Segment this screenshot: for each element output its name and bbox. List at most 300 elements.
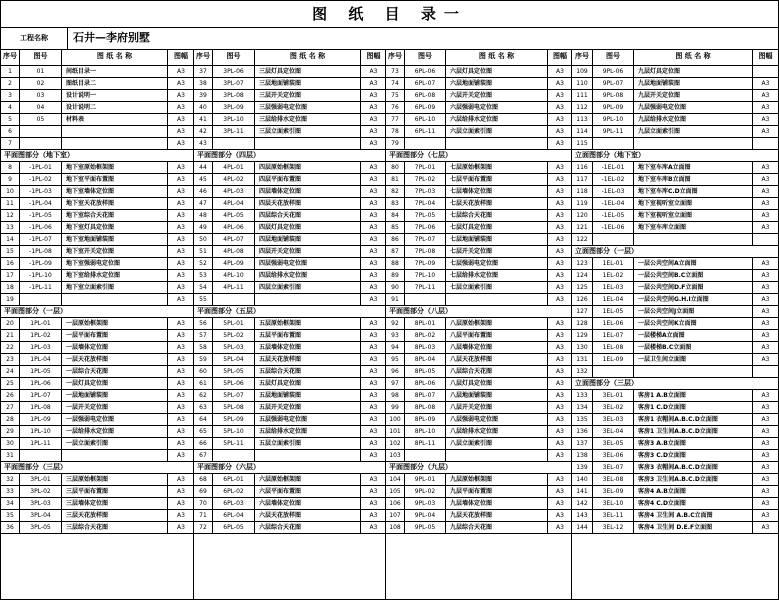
paper-size: A3 [369, 68, 378, 75]
row-number: 118 [572, 186, 593, 197]
drawing-code: 1PL-04 [20, 354, 62, 365]
drawing-name: 四层开关定位图 [255, 246, 361, 257]
drawing-code [20, 450, 62, 461]
table-row [572, 402, 778, 414]
row-number: 18 [1, 282, 20, 293]
table-row [1, 402, 194, 414]
paper-size: A3 [556, 272, 564, 279]
row-number: 109 [572, 66, 593, 77]
table-row [1, 258, 194, 270]
row-number: 34 [1, 498, 20, 509]
drawing-code: 1PL-02 [20, 330, 62, 341]
header-no: 序号 [1, 49, 20, 65]
drawing-name: 四层强弱电定位图 [255, 258, 361, 269]
paper-size: A3 [177, 392, 185, 399]
row-number: 70 [194, 498, 213, 509]
section-heading: 立面图部分（三层） [572, 378, 778, 390]
paper-size: A3 [761, 440, 770, 447]
drawing-code: -1PL-06 [20, 222, 62, 233]
drawing-name: 地下室原始框架图 [62, 162, 168, 173]
table-row [1, 222, 194, 234]
drawing-name: 一层给排水定位图 [62, 426, 168, 437]
paper-size: A3 [556, 368, 564, 375]
drawing-code: 3EL-09 [593, 486, 634, 497]
paper-size: A3 [556, 296, 564, 303]
row-number: 37 [194, 66, 213, 77]
drawing-code: 1PL-09 [20, 414, 62, 425]
paper-size: A3 [369, 80, 378, 87]
paper-size: A3 [369, 320, 378, 327]
table-row [572, 354, 778, 366]
drawing-code: 01 [20, 66, 62, 77]
row-number: 12 [1, 210, 20, 221]
paper-size: A3 [177, 296, 185, 303]
drawing-name: 八层综合天花图 [446, 366, 548, 377]
drawing-name: 客房4 A.B立面图 [634, 486, 753, 497]
row-number: 61 [194, 378, 213, 389]
drawing-name: 一层楼梯B.C立面图 [634, 342, 753, 353]
drawing-name: 七层强弱电定位图 [446, 258, 548, 269]
drawing-name: 地下室立面索引图 [62, 282, 168, 293]
drawing-code: 6PL-10 [405, 114, 446, 125]
paper-size: A3 [556, 488, 564, 495]
drawing-code: 1PL-10 [20, 426, 62, 437]
project-row [1, 27, 778, 50]
paper-size: A3 [369, 188, 378, 195]
drawing-code: -1PL-11 [20, 282, 62, 293]
drawing-code: 1EL-04 [593, 294, 634, 305]
paper-size: A3 [761, 452, 770, 459]
row-number: 136 [572, 426, 593, 437]
drawing-code: -1EL-04 [593, 198, 634, 209]
paper-size: A3 [556, 164, 564, 171]
row-number: 135 [572, 414, 593, 425]
drawing-name: 一层公共空间A立面图 [634, 258, 753, 269]
drawing-code: -1PL-04 [20, 198, 62, 209]
table-row [386, 126, 572, 138]
section-heading: 平面图部分（六层） [194, 462, 386, 474]
row-number: 4 [1, 102, 20, 113]
paper-size: A3 [761, 500, 770, 507]
row-number: 27 [1, 402, 20, 413]
drawing-name [62, 450, 168, 461]
table-row [572, 90, 778, 102]
paper-size [753, 138, 778, 149]
table-row [1, 486, 194, 498]
drawing-name: 六层立面索引图 [446, 126, 548, 137]
drawing-name: 三层天花放样图 [62, 510, 168, 521]
row-number: 50 [194, 234, 213, 245]
drawing-code: 4PL-11 [213, 282, 255, 293]
drawing-name: 六层地面铺装图 [446, 78, 548, 89]
row-number: 43 [194, 138, 213, 149]
drawing-code: 9PL-05 [405, 522, 446, 533]
drawing-code: -1PL-01 [20, 162, 62, 173]
drawing-name: 九层墙体定位图 [446, 498, 548, 509]
paper-size: A3 [556, 440, 564, 447]
paper-size: A3 [761, 344, 770, 351]
drawing-name: 客房1 卫生间A.B.C.D立面图 [634, 426, 753, 437]
row-number: 30 [1, 438, 20, 449]
drawing-name: 四层原始框架图 [255, 162, 361, 173]
drawing-name: 九层综合天花图 [446, 522, 548, 533]
drawing-code: 5PL-04 [213, 354, 255, 365]
drawing-name: 三层灯具定位图 [255, 66, 361, 77]
paper-size: A3 [369, 284, 378, 291]
table-row [572, 66, 778, 78]
row-number: 23 [1, 354, 20, 365]
table-row [386, 210, 572, 222]
row-number: 22 [1, 342, 20, 353]
drawing-name: 一层墙体定位图 [62, 342, 168, 353]
drawing-name: 八层地面铺装图 [446, 390, 548, 401]
drawing-name: 七层给排水定位图 [446, 270, 548, 281]
header-name: 图 纸 名 称 [634, 49, 753, 65]
paper-size: A3 [177, 284, 185, 291]
paper-size: A3 [761, 92, 770, 99]
section-heading: 平面图部分（四层） [194, 150, 386, 162]
drawing-name: 六层强弱电定位图 [446, 102, 548, 113]
paper-size: A3 [761, 404, 770, 411]
drawing-name: 地下室视听室立面图 [634, 210, 753, 221]
drawing-code: 3PL-11 [213, 126, 255, 137]
drawing-code: 9PL-01 [405, 474, 446, 485]
table-row [1, 66, 194, 78]
drawing-name: 五层墙体定位图 [255, 342, 361, 353]
header-size: 图幅 [758, 52, 773, 60]
paper-size: A3 [761, 116, 770, 123]
header-size: 图幅 [174, 52, 188, 60]
table-row [194, 78, 386, 90]
table-row [572, 462, 778, 474]
drawing-name: 地下室车库B立面图 [634, 174, 753, 185]
drawing-code: 3EL-11 [593, 510, 634, 521]
drawing-code [405, 294, 446, 305]
drawing-code: 3EL-10 [593, 498, 634, 509]
table-row [386, 282, 572, 294]
drawing-name: 地下室墙体定位图 [62, 186, 168, 197]
row-number: 14 [1, 234, 20, 245]
row-number: 36 [1, 522, 20, 533]
table-row [386, 390, 572, 402]
paper-size: A3 [556, 524, 564, 531]
drawing-name: 地下室平面布置图 [62, 174, 168, 185]
row-number: 137 [572, 438, 593, 449]
drawing-code: 1EL-07 [593, 330, 634, 341]
drawing-code: 8PL-08 [405, 402, 446, 413]
row-number: 112 [572, 102, 593, 113]
drawing-name: 六层开关定位图 [446, 90, 548, 101]
drawing-name: 五层地面铺装图 [255, 390, 361, 401]
drawing-name: 一层公共空间K立面图 [634, 318, 753, 329]
drawing-name: 客房1 C.D立面图 [634, 402, 753, 413]
drawing-name [446, 138, 548, 149]
drawing-code: -1PL-08 [20, 246, 62, 257]
drawing-name: 五层天花放样图 [255, 354, 361, 365]
paper-size: A3 [369, 92, 378, 99]
drawing-code: 9PL-11 [593, 126, 634, 137]
paper-size: A3 [761, 428, 770, 435]
row-number: 44 [194, 162, 213, 173]
drawing-name: 九层平面布置图 [446, 486, 548, 497]
drawing-code: 5PL-10 [213, 426, 255, 437]
drawing-code: 8PL-07 [405, 390, 446, 401]
drawing-code: 6PL-01 [213, 474, 255, 485]
drawing-name [62, 126, 168, 137]
paper-size: A3 [369, 212, 378, 219]
table-row [194, 402, 386, 414]
drawing-name: 七层墙体定位图 [446, 186, 548, 197]
row-number: 71 [194, 510, 213, 521]
drawing-code: 8PL-02 [405, 330, 446, 341]
table-row [386, 438, 572, 450]
paper-size: A3 [761, 416, 770, 423]
drawing-name: 一层公共空间D.F立面图 [634, 282, 753, 293]
drawing-name [255, 294, 361, 305]
paper-size: A3 [556, 332, 564, 339]
drawing-name: 八层开关定位图 [446, 402, 548, 413]
drawing-code: 7PL-11 [405, 282, 446, 293]
drawing-name: 八层平面布置图 [446, 330, 548, 341]
table-row [572, 162, 778, 174]
paper-size: A3 [177, 380, 185, 387]
column-header [194, 49, 386, 66]
paper-size: A3 [556, 404, 564, 411]
table-row [194, 510, 386, 522]
paper-size: A3 [177, 140, 185, 147]
paper-size: A3 [177, 92, 185, 99]
table-row [386, 258, 572, 270]
section-heading: 平面图部分（八层） [386, 306, 572, 318]
drawing-code [20, 138, 62, 149]
row-number: 123 [572, 258, 593, 269]
paper-size: A3 [761, 332, 770, 339]
table-row [1, 330, 194, 342]
project-label: 工程名称 [1, 27, 68, 49]
table-row [572, 114, 778, 126]
paper-size: A3 [177, 356, 185, 363]
row-number: 33 [1, 486, 20, 497]
column-header [386, 49, 572, 66]
table-row [386, 66, 572, 78]
table-row [194, 258, 386, 270]
paper-size: A3 [556, 176, 564, 183]
drawing-code: 6PL-04 [213, 510, 255, 521]
row-number: 2 [1, 78, 20, 89]
table-row [194, 138, 386, 150]
row-number: 94 [386, 342, 405, 353]
paper-size: A3 [556, 248, 564, 255]
paper-size [753, 66, 778, 77]
table-row [1, 246, 194, 258]
row-number: 105 [386, 486, 405, 497]
table-row [1, 318, 194, 330]
row-number: 51 [194, 246, 213, 257]
drawing-name: 设计说明二 [62, 102, 168, 113]
row-number: 100 [386, 414, 405, 425]
drawing-code: 04 [20, 102, 62, 113]
row-number: 42 [194, 126, 213, 137]
paper-size: A3 [761, 260, 770, 267]
row-number: 124 [572, 270, 593, 281]
drawing-code: 4PL-01 [213, 162, 255, 173]
table-row [572, 426, 778, 438]
row-number: 133 [572, 390, 593, 401]
paper-size: A3 [556, 104, 564, 111]
drawing-name: 三层平面布置图 [62, 486, 168, 497]
paper-size: A3 [761, 164, 770, 171]
paper-size: A3 [556, 356, 564, 363]
table-row [572, 198, 778, 210]
drawing-code: 8PL-06 [405, 378, 446, 389]
drawing-code: 05 [20, 114, 62, 125]
table-row [386, 342, 572, 354]
drawing-name: 九层立面索引图 [634, 126, 753, 137]
drawing-name: 一层综合天花图 [62, 366, 168, 377]
table-row [386, 330, 572, 342]
row-number: 11 [1, 198, 20, 209]
drawing-name: 六层平面布置图 [255, 486, 361, 497]
drawing-name: 六层给排水定位图 [446, 114, 548, 125]
row-number: 62 [194, 390, 213, 401]
row-number: 86 [386, 234, 405, 245]
drawing-name: 地下室天花放样图 [62, 198, 168, 209]
table-row [1, 474, 194, 486]
paper-size: A3 [369, 332, 378, 339]
paper-size: A3 [761, 272, 770, 279]
drawing-code: 6PL-05 [213, 522, 255, 533]
paper-size: A3 [369, 488, 378, 495]
drawing-name [634, 366, 753, 377]
row-number: 80 [386, 162, 405, 173]
paper-size: A3 [556, 344, 564, 351]
drawing-name: 五层立面索引图 [255, 438, 361, 449]
drawing-name: 一层地面铺装图 [62, 390, 168, 401]
drawing-name: 四层墙体定位图 [255, 186, 361, 197]
table-row [194, 198, 386, 210]
paper-size: A3 [556, 212, 564, 219]
drawing-code: 9PL-04 [405, 510, 446, 521]
drawing-name: 八层给排水定位图 [446, 426, 548, 437]
drawing-name: 七层地面铺装图 [446, 234, 548, 245]
drawing-name: 九层天花放样图 [446, 510, 548, 521]
row-number: 21 [1, 330, 20, 341]
paper-size: A3 [556, 452, 564, 459]
header-name: 图 纸 名 称 [446, 49, 548, 65]
row-number: 25 [1, 378, 20, 389]
paper-size: A3 [761, 80, 770, 87]
paper-size: A3 [369, 476, 378, 483]
table-row [194, 114, 386, 126]
drawing-name: 一层卫生间立面图 [634, 354, 753, 365]
drawing-code: 6PL-11 [405, 126, 446, 137]
table-row [572, 318, 778, 330]
drawing-name: 地下室综合天花图 [62, 210, 168, 221]
drawing-name: 七层灯具定位图 [446, 222, 548, 233]
drawing-code: 5PL-07 [213, 390, 255, 401]
row-number: 141 [572, 486, 593, 497]
drawing-code: 9PL-06 [593, 66, 634, 77]
paper-size: A3 [369, 428, 378, 435]
row-number: 81 [386, 174, 405, 185]
row-number: 6 [1, 126, 20, 137]
paper-size: A3 [556, 116, 564, 123]
table-row [572, 390, 778, 402]
paper-size: A3 [761, 188, 770, 195]
paper-size: A3 [556, 284, 564, 291]
drawing-name: 三层给排水定位图 [255, 114, 361, 125]
paper-size: A3 [369, 296, 378, 303]
row-number: 82 [386, 186, 405, 197]
row-number: 32 [1, 474, 20, 485]
row-number: 24 [1, 366, 20, 377]
drawing-code [213, 294, 255, 305]
drawing-code [405, 138, 446, 149]
table-row [1, 354, 194, 366]
row-number: 7 [1, 138, 20, 149]
paper-size: A3 [177, 428, 185, 435]
row-number: 39 [194, 90, 213, 101]
paper-size: A3 [369, 260, 378, 267]
table-row [194, 318, 386, 330]
drawing-name: 客房3 卫生间A.B.C.D立面图 [634, 474, 753, 485]
section-heading: 平面图部分（地下室） [1, 150, 194, 162]
drawing-name: 五层给排水定位图 [255, 426, 361, 437]
header-code: 图号 [20, 49, 62, 65]
paper-size: A3 [761, 176, 770, 183]
paper-size: A3 [556, 260, 564, 267]
row-number: 129 [572, 330, 593, 341]
table-row [572, 186, 778, 198]
drawing-code: 1EL-05 [593, 306, 634, 317]
row-number: 134 [572, 402, 593, 413]
drawing-name: 八层原始框架图 [446, 318, 548, 329]
index-column [1, 49, 194, 599]
row-number: 65 [194, 426, 213, 437]
paper-size: A3 [556, 128, 564, 135]
row-number: 122 [572, 234, 593, 245]
drawing-code: -1PL-03 [20, 186, 62, 197]
table-row [572, 450, 778, 462]
row-number: 53 [194, 270, 213, 281]
row-number: 10 [1, 186, 20, 197]
drawing-code: 7PL-04 [405, 198, 446, 209]
row-number: 72 [194, 522, 213, 533]
row-number: 47 [194, 198, 213, 209]
drawing-name: 客房4 卫生间 A.B.C立面图 [634, 510, 753, 521]
drawing-code: 3PL-04 [20, 510, 62, 521]
row-number: 52 [194, 258, 213, 269]
drawing-name: 地下室强弱电定位图 [62, 258, 168, 269]
drawing-code: -1PL-10 [20, 270, 62, 281]
row-number: 84 [386, 210, 405, 221]
paper-size: A3 [761, 464, 770, 471]
paper-size: A3 [177, 272, 185, 279]
drawing-code [593, 138, 634, 149]
drawing-name: 客房1 A.B立面图 [634, 390, 753, 401]
row-number: 35 [1, 510, 20, 521]
paper-size: A3 [177, 104, 185, 111]
drawing-name: 客房3 A.B立面图 [634, 438, 753, 449]
table-row [1, 282, 194, 294]
table-row [572, 510, 778, 522]
table-row [572, 438, 778, 450]
paper-size: A3 [761, 524, 770, 531]
drawing-code: 3PL-02 [20, 486, 62, 497]
paper-size: A3 [556, 140, 564, 147]
row-number: 128 [572, 318, 593, 329]
table-row [194, 438, 386, 450]
